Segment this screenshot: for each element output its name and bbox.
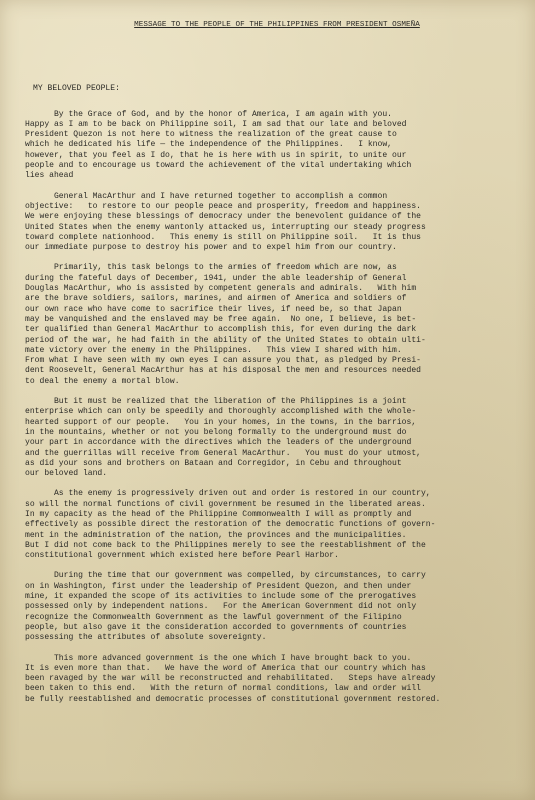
paragraph-line: Happy as I am to be back on Philippine soil, I am sad that our late and beloved (25, 119, 407, 129)
paragraph-line: mine, it expanded the scope of its activities to include some of the prerogatives (25, 592, 417, 602)
paragraph-line: As the enemy is progressively driven out and order is restored in our country, (25, 489, 431, 499)
paragraph-line: By the Grace of God, and by the honor of America, I am again with you. (25, 109, 392, 119)
paragraph-line: on in Washington, first under the leadership of President Quezon, and then under (25, 581, 412, 591)
paragraph-line: as did your sons and brothers on Bataan and Corregidor, in Cebu and throughout (25, 458, 402, 468)
paragraph-line: recognize the Commonwealth Government as the lawful government of the Filipino (25, 612, 402, 622)
paragraph-line: which he dedicated his life — the independence of the Philippines. I know, (25, 140, 392, 150)
paragraph-line: This more advanced government is the one which I have brought back to you. (25, 653, 412, 663)
document-body (25, 110, 521, 705)
paragraph-line: our beloved land. (25, 469, 108, 479)
paragraph-line: During the time that our government was compelled, by circumstances, to carry (25, 571, 426, 581)
paragraph-line: your part in accordance with the directives which the leaders of the underground (25, 438, 412, 448)
paragraph-line: during the fateful days of December, 1941, under the able leadership of General (25, 273, 407, 283)
paragraph-line: been taken to this end. With the return of normal conditions, law and order will (25, 684, 421, 694)
paragraph-line: toward complete nationhood. This enemy is still on Philippine soil. It is thus (25, 232, 421, 242)
paragraph-line: Primarily, this task belongs to the armies of freedom which are now, as (25, 263, 397, 273)
paragraph-line: In my capacity as the head of the Philippine Commonwealth I will as promptly and (25, 509, 412, 519)
paragraph-line: been ravaged by the war will be reconstructed and rehabilitated. Steps have already (25, 674, 436, 684)
paragraph (25, 654, 521, 705)
document-title: MESSAGE TO THE PEOPLE OF THE PHILIPPINES FROM PRESIDENT OSMEÑA (134, 21, 420, 29)
paragraph-line: lies ahead (25, 171, 74, 181)
paragraph (25, 192, 521, 254)
paragraph-line: We were enjoying these blessings of democracy under the benevolent guidance of the (25, 212, 421, 222)
paragraph-line: From what I have seen with my own eyes I can assure you that, as pledged by Presi- (25, 356, 421, 366)
paragraph-line: our immediate purpose to destroy his power and to expel him from our country. (25, 243, 397, 253)
paragraph-line: our own race who have come to sacrifice their lives, if need be, so that Japan (25, 304, 402, 314)
paragraph-line: mate victory over the enemy in the Philippines. This view I shared with him. (25, 345, 402, 355)
paragraph-line: United States when the enemy wantonly attacked us, interrupting our steady progress (25, 222, 426, 232)
paragraph (25, 489, 521, 561)
paragraph-line: are the brave soldiers, sailors, marines, and airmen of America and soldiers of (25, 294, 407, 304)
paragraph-line: General MacArthur and I have returned together to accomplish a common (25, 191, 388, 201)
paragraph (25, 263, 521, 387)
paragraph-line: enterprise which can only be speedily and thoroughly accomplished with the whole- (25, 407, 417, 417)
paragraph-line: But I did not come back to the Philippines merely to see the reestablishment of the (25, 540, 426, 550)
paragraph-line: people, but also gave it the consideration accorded to governments of countries (25, 622, 407, 632)
paragraph-line: so will the normal functions of civil government be resumed in the liberated areas. (25, 499, 426, 509)
paragraph-line: effectively as possible direct the restoration of the democratic functions of govern- (25, 520, 436, 530)
paragraph-line: people and to encourage us toward the achievement of the vital undertaking which (25, 161, 412, 171)
salutation: MY BELOVED PEOPLE: (33, 84, 120, 94)
paragraph (25, 397, 521, 479)
paragraph (25, 110, 521, 182)
paragraph-line: Douglas MacArthur, who is assisted by competent generals and admirals. With him (25, 284, 417, 294)
paragraph (25, 571, 521, 643)
paragraph-line: possessed only by independent nations. For the American Government did not only (25, 602, 417, 612)
paragraph-line: dent Roosevelt, General MacArthur has at his disposal the men and resources needed (25, 366, 421, 376)
paragraph-line: however, that you feel as I do, that he is here with us in spirit, to unite our (25, 150, 407, 160)
paragraph-line: objective: to restore to our people peace and prosperity, freedom and happiness. (25, 201, 421, 211)
paragraph-line: But it must be realized that the liberation of the Philippines is a joint (25, 397, 407, 407)
paragraph-line: period of the war, he had faith in the ability of the United States to obtain ulti- (25, 335, 426, 345)
paragraph-line: President Quezon is not here to witness the realization of the great cause to (25, 130, 397, 140)
paragraph-line: be fully reestablished and democratic processes of constitutional government restored. (25, 694, 441, 704)
paragraph-line: to deal the enemy a mortal blow. (25, 376, 180, 386)
paragraph-line: hearted support of our people. You in your homes, in the towns, in the barrios, (25, 417, 417, 427)
paragraph-line: ment in the administration of the nation, the provinces and the municipalities. (25, 530, 407, 540)
paragraph-line: in the mountains, whether or not you belong formally to the underground must do (25, 427, 407, 437)
paragraph-line: and the guerrillas will receive from General MacArthur. You must do your utmost, (25, 448, 421, 458)
paragraph-line: may be vanquished and the enslaved may be free again. No one, I believe, is bet- (25, 314, 417, 324)
paragraph-line: ter qualified than General MacArthur to accomplish this, for even during the dark (25, 325, 417, 335)
paragraph-line: possessing the attributes of absolute sovereignty. (25, 633, 267, 643)
paragraph-line: constitutional government which existed here before Pearl Harbor. (25, 551, 339, 561)
paragraph-line: It is even more than that. We have the word of America that our country which has (25, 663, 426, 673)
